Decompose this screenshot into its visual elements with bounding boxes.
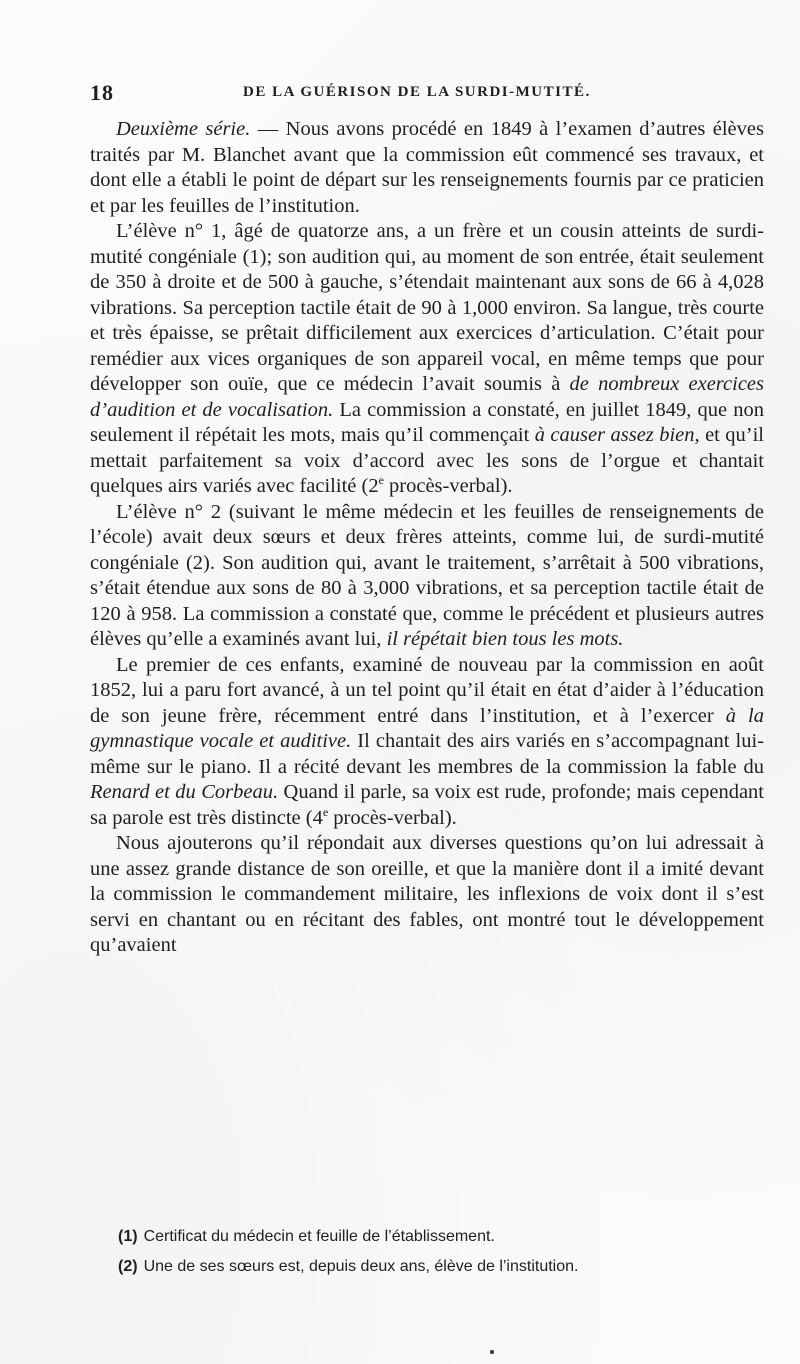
italic-phrase: de nombreux exercices d’audition et de vocalisation. (90, 373, 764, 421)
paragraph-eleve-1 (90, 219, 764, 500)
paragraph-text: procès-verbal). (383, 475, 513, 497)
page-header (90, 80, 766, 108)
footnote-text: Une de ses sœurs est, depuis deux ans, élève de l’institution. (143, 1258, 579, 1275)
page-number: 18 (90, 80, 114, 105)
paragraph-premier-enfant (90, 653, 764, 832)
footnote-2 (118, 1252, 738, 1282)
paragraph-text: L’élève n° 2 (suivant le même médecin et les feuilles de renseignements de l’école) avait deux sœurs et deux frères atteints, comme lui, de surdi-mutité congéniale (90, 500, 764, 574)
footnote-reference: (1) (242, 245, 267, 268)
running-title: DE LA GUÉRISON DE LA SURDI-MUTITÉ. (243, 84, 591, 100)
paragraph-text: — Nous avons procédé en 1849 à l’examen d’autres élèves traités par M. Blanchet avant que la commission eût commencé ses travaux, et dont elle a établi le point de départ sur les renseignements fournis par ce praticien et par les feuilles de l’institution. (90, 118, 764, 217)
paragraph-text: ; son audition qui, au moment de son entrée, était seulement de 350 à droite et de 500 à gauche, s’étendait maintenant aux sons de 66 à 4,028 vibrations. Sa perception tactile était de 90 à 1,000 environ. Sa langue, très courte et très épaisse, se prêtait difficilement aux exercices d’articulation. C’était pour remédier aux vices organiques de son appareil vocal, en même temps que pour développer son ouïe, que ce médecin l’avait soumis à (90, 245, 764, 395)
footnote-mark: (1) (118, 1228, 138, 1245)
footnotes (118, 1222, 738, 1282)
italic-phrase: à causer assez bien, (534, 424, 700, 446)
superscript: e (378, 473, 384, 488)
body-text (90, 117, 764, 959)
footnote-reference: (2) (185, 551, 210, 574)
superscript: e (322, 804, 329, 819)
paragraph-text: Le premier de ces enfants, examiné de nouveau par la commission en août 1852, lui a paru fort avancé, à un tel point qu’il était en état d’aider à l’éducation de son jeune frère, récemment entré dans l’institution, et à l’exercer (90, 653, 764, 727)
paragraph-text: . Son audition qui, avant le traitement, s’arrêtait à 500 vibrations, s’était étendue aux sons de 80 à 3,000 vibrations, et sa perception tactile était de 120 à 958. La commission a constaté que, comme le précédent et plusieurs autres élèves qu’elle a examinés avant lui, (90, 551, 764, 650)
paragraph-text: et qu’il mettait parfaitement sa voix d’accord avec les sons de l’orgue et chantait quelques airs variés avec facilité (2 (90, 424, 765, 497)
footnote-text: Certificat du médecin et feuille de l’établissement. (143, 1228, 495, 1245)
paragraph-text: Quand il parle, sa voix est rude, profonde; mais cependant sa parole est très distincte (4 (90, 781, 764, 829)
paragraph-text: procès-verbal). (328, 806, 457, 829)
paragraph-text: La commission a constaté, en juillet 1849, que non seulement il répétait les mots, mais qu’il commençait (90, 398, 765, 446)
paragraph-deuxieme-serie (90, 117, 764, 219)
italic-phrase: à la gymnastique vocale et auditive. (90, 704, 764, 752)
footnote-1 (118, 1222, 738, 1252)
italic-phrase: il répétait bien tous les mots. (386, 628, 624, 650)
section-lead: Deuxième série. (116, 118, 251, 140)
paragraph-eleve-2 (90, 500, 764, 653)
paragraph-text: L’élève n° 1, âgé de quatorze ans, a un frère et un cousin atteints de surdi-mutité congéniale (90, 220, 764, 268)
footnote-mark: (2) (118, 1258, 138, 1275)
paragraph-text: Il chantait des airs variés en s’accompagnant lui-même sur le piano. Il a récité devant les membres de la commission la fable du (90, 730, 764, 778)
page-speck (490, 1350, 494, 1354)
paragraph-text: Nous ajouterons qu’il répondait aux diverses questions qu’on lui adressait à une assez grande distance de son oreille, et que la manière dont il a imité devant la commission le commandement militaire, les inflexions de voix dont il s’est servi en chantant ou en récitant des fables, ont montré tout le développement qu’avaient (90, 832, 764, 956)
paragraph-nous-ajouterons (90, 831, 764, 959)
italic-phrase: Renard et du Corbeau. (90, 781, 279, 803)
